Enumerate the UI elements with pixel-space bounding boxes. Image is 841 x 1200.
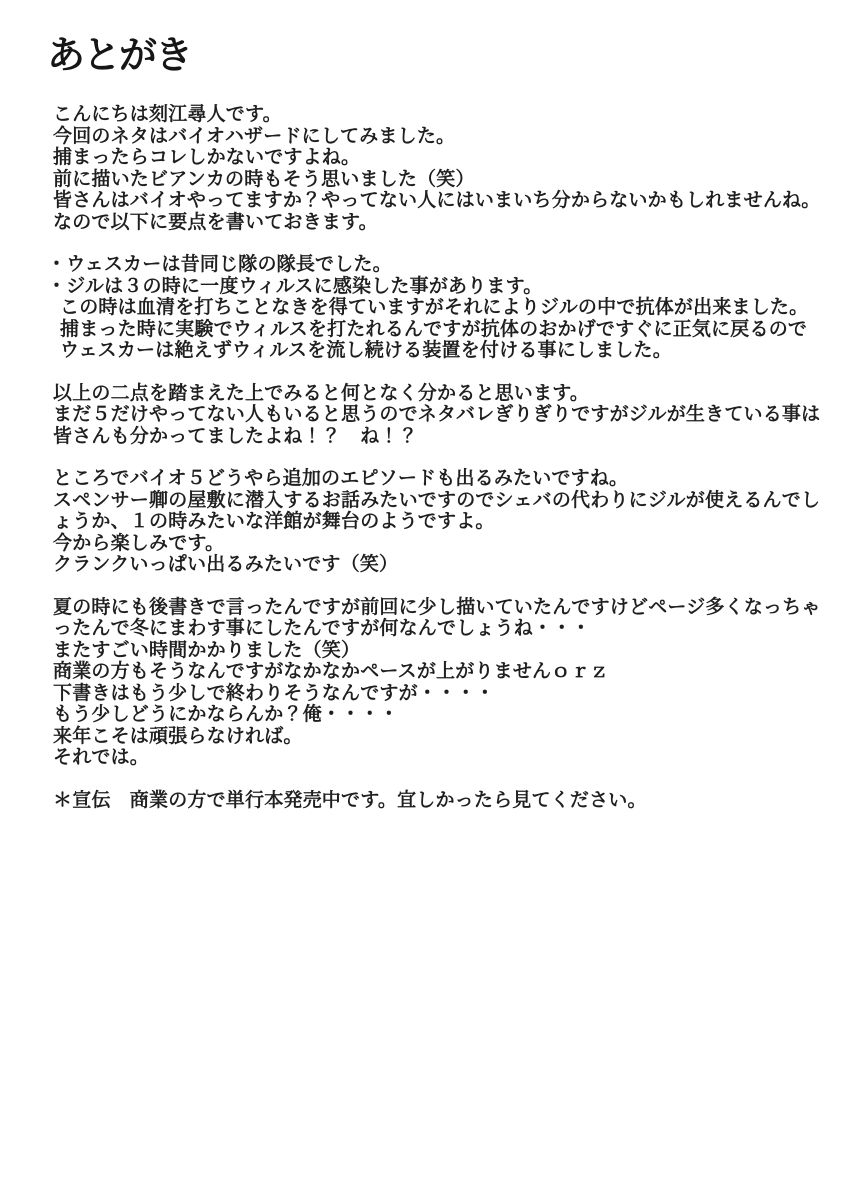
page-content	[47, 34, 821, 832]
text-line: もう少しどうにかならんか？俺・・・・	[53, 704, 399, 725]
text-line: 前に描いたビアンカの時もそう思いました（笑）	[53, 168, 475, 190]
bullet-line: ・ウェスカーは昔同じ隊の隊長でした。	[47, 254, 392, 275]
text-line: クランクいっぱい出るみたいです（笑）	[53, 554, 399, 575]
paragraph-schedule	[53, 596, 821, 769]
text-line: ウェスカーは絶えずウィルスを流し続ける装置を付ける事にしました。	[60, 340, 672, 361]
text-line: 皆さんはバイオやってますか？やってない人にはいまいち分からないかもしれませんね。	[53, 190, 821, 211]
text-line: この時は血清を打ちことなきを得ていますがそれによりジルの中で抗体が出来ました。	[60, 297, 809, 318]
text-line: スペンサー卿の屋敷に潜入するお話みたいですのでシェバの代わりにジルが使えるんでし	[53, 489, 821, 511]
bullet-line: ・ジルは３の時に一度ウィルスに感染した事があります。	[47, 275, 543, 297]
text-line: またすごい時間かかりました（笑）	[53, 639, 361, 661]
text-line: 以上の二点を踏まえた上でみると何となく分かると思います。	[53, 382, 590, 404]
paragraph-intro	[53, 104, 821, 233]
text-line: 皆さんも分かってましたよね！？ ね！？	[53, 425, 418, 447]
text-line: 今回のネタはバイオハザードにしてみました。	[53, 125, 456, 147]
paragraph-spoiler	[53, 382, 821, 448]
text-line: 夏の時にも後書きで言ったんですが前回に少し描いていたんですけどページ多くなっちゃ	[53, 596, 821, 618]
paragraph-dlc-episode	[53, 468, 821, 576]
paragraph-bullet-points	[47, 254, 813, 362]
text-line: それでは。	[53, 747, 150, 768]
text-line: ったんで冬にまわす事にしたんですが何なんでしょうね・・・	[53, 618, 591, 639]
text-line: まだ５だけやってない人もいると思うのでネタバレぎりぎりですがジルが生きている事は	[53, 404, 821, 425]
text-line: 今から楽しみです。	[53, 532, 225, 554]
text-line: 商業の方もそうなんですがなかなかペースが上がりませんｏｒｚ	[53, 661, 609, 682]
text-line: こんにちは刻江尋人です。	[53, 104, 282, 125]
text-line: ょうか、１の時みたいな洋館が舞台のようですよ。	[53, 511, 495, 532]
page-title: あとがき	[47, 35, 192, 77]
text-line: 捕まったらコレしかないですよね。	[53, 147, 361, 168]
text-line: ところでバイオ５どうやら追加のエピソードも出るみたいですね。	[53, 468, 629, 489]
text-line: 捕まった時に実験でウィルスを打たれるんですが抗体のおかげですぐに正気に戻るので	[60, 318, 808, 340]
text-line: 来年こそは頑張らなければ。	[53, 725, 303, 747]
text-line: なので以下に要点を書いておきます。	[53, 211, 378, 233]
text-line: ＊宣伝 商業の方で単行本発売中です。宜しかったら見てください。	[53, 789, 647, 811]
text-line: 下書きはもう少しで終わりそうなんですが・・・・	[53, 682, 495, 704]
paragraph-advertisement	[53, 790, 813, 812]
